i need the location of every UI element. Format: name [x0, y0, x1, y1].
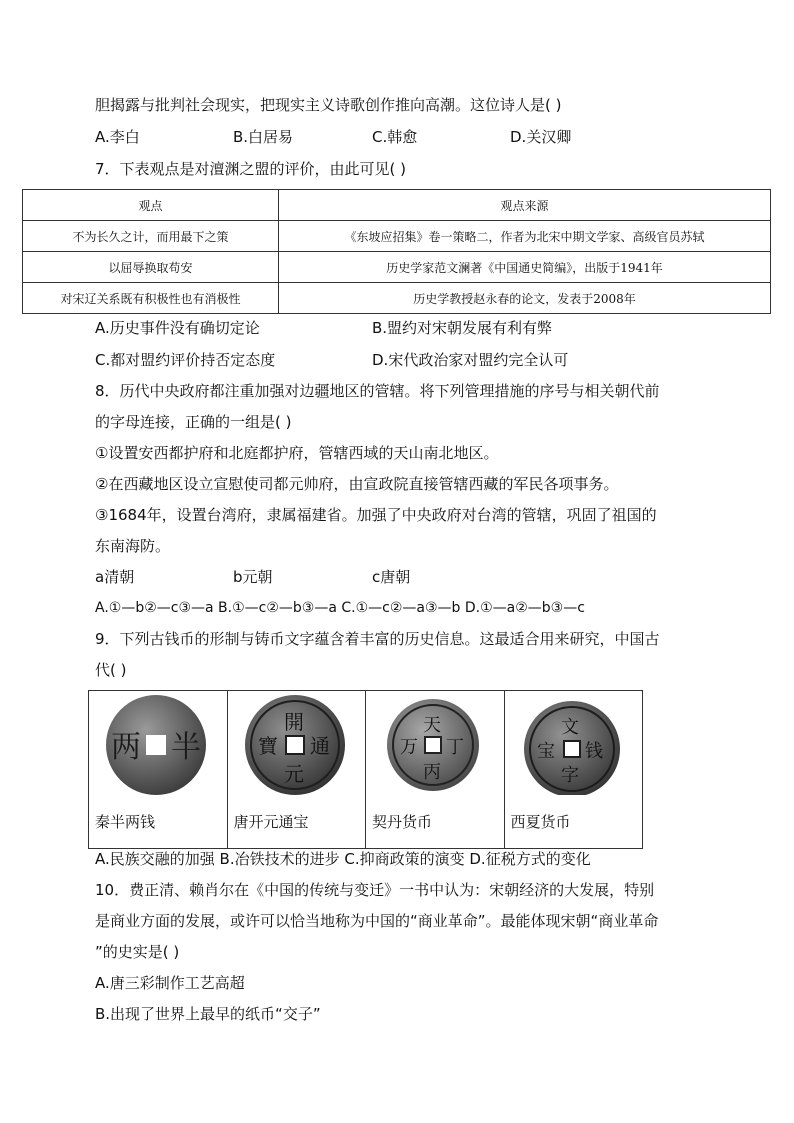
coin-cell-khitan [366, 691, 505, 848]
q8-dynasty-a: a清朝 [95, 568, 135, 586]
q6-option-b: B.白居易 [233, 128, 294, 146]
qin-banliang-coin-icon [97, 695, 215, 795]
coin-image-grid [88, 690, 643, 849]
table-cell: 历史学家范文澜著《中国通史简编》，出版于1941年 [279, 252, 771, 283]
q9-stem-line1: 9．下列古钱币的形制与铸币文字蕴含着丰富的历史信息。这最适合用来研究，中国古 [95, 630, 660, 648]
q7-option-b: B.盟约对宋朝发展有利有弊 [372, 319, 553, 337]
q8-dynasty-b: b元朝 [233, 568, 273, 586]
khitan-coin-icon [374, 695, 492, 795]
table-row [23, 283, 771, 314]
coin-glyph: 半 [171, 730, 201, 765]
coin-glyph: 開 [283, 710, 304, 734]
q8-item1: ①设置安西都护府和北庭都护府，管辖西域的天山南北地区。 [95, 444, 499, 462]
table-cell: 对宋辽关系既有积极性也有消极性 [23, 283, 279, 314]
table-cell: 《东坡应招集》卷一策略二，作者为北宋中期文学家、高级官员苏轼 [279, 221, 771, 252]
tang-kaiyuan-coin-icon [236, 695, 354, 795]
q6-option-d: D.关汉卿 [510, 128, 572, 146]
coin-glyph: 字 [560, 765, 579, 786]
q8-options: A.①—b②—c③—a B.①—c②—b③—a C.①—c②—a③—b D.①—a②—b③—c [95, 600, 585, 616]
q7-option-a: A.历史事件没有确切定论 [95, 319, 260, 337]
coin-glyph: 通 [309, 734, 330, 758]
coin-cell-xixia [505, 691, 643, 848]
table-header-row [23, 190, 771, 221]
xixia-coin-icon [513, 695, 631, 795]
coin-caption: 唐开元通宝 [233, 813, 309, 831]
q8-item3-line2: 东南海防。 [95, 537, 171, 555]
coin-glyph: 两 [111, 730, 141, 765]
coin-glyph: 丙 [423, 762, 441, 783]
table-cell: 以屈辱换取苟安 [23, 252, 279, 283]
coin-glyph: 宝 [536, 741, 555, 762]
coin-cell-qin [89, 691, 228, 848]
q8-item3-line1: ③1684年，设置台湾府，隶属福建省。加强了中央政府对台湾的管辖，巩固了祖国的 [95, 506, 657, 524]
coin-glyph: 文 [560, 717, 579, 738]
coin-caption: 西夏货币 [510, 813, 571, 831]
q8-stem-line1: 8．历代中央政府都注重加强对边疆地区的管辖。将下列管理措施的序号与相关朝代前 [95, 382, 660, 400]
q6-option-c: C.韩愈 [372, 128, 418, 146]
q8-dynasty-c: c唐朝 [372, 568, 411, 586]
coin-caption: 秦半两钱 [95, 813, 156, 831]
coin-caption: 契丹货币 [372, 813, 433, 831]
q8-stem-line2: 的字母连接，正确的一组是( ) [95, 413, 292, 431]
table-row [23, 252, 771, 283]
coin-cell-tang [228, 691, 367, 848]
table-header-viewpoint: 观点 [23, 190, 279, 221]
q10-option-b: B.出现了世界上最早的纸币“交子” [95, 1005, 321, 1023]
q7-option-d: D.宋代政治家对盟约完全认可 [372, 351, 569, 369]
q10-stem-line3: ”的史实是( ) [95, 943, 180, 961]
q7-option-c: C.都对盟约评价持否定态度 [95, 351, 276, 369]
coin-glyph: 天 [423, 715, 441, 736]
table-header-source: 观点来源 [279, 190, 771, 221]
coin-glyph: 钱 [584, 741, 603, 762]
table-row [23, 221, 771, 252]
q9-options: A.民族交融的加强 B.冶铁技术的进步 C.抑商政策的演变 D.征税方式的变化 [95, 850, 591, 868]
q7-table [22, 189, 771, 314]
q6-stem: 胆揭露与批判社会现实，把现实主义诗歌创作推向高潮。这位诗人是( ) [95, 96, 562, 114]
table-cell: 历史学教授赵永春的论文，发表于2008年 [279, 283, 771, 314]
q8-item2: ②在西藏地区设立宣慰使司都元帅府，由宣政院直接管辖西藏的军民各项事务。 [95, 475, 619, 493]
coin-glyph: 万 [400, 737, 418, 758]
q9-stem-line2: 代( ) [95, 661, 127, 679]
coin-glyph: 元 [283, 762, 304, 786]
q10-stem-line2: 是商业方面的发展，或许可以恰当地称为中国的“商业革命”。最能体现宋朝“商业革命 [95, 912, 659, 930]
coin-glyph: 寶 [257, 734, 278, 758]
coin-glyph: 丁 [446, 737, 464, 758]
q10-option-a: A.唐三彩制作工艺高超 [95, 974, 245, 992]
table-cell: 不为长久之计，而用最下之策 [23, 221, 279, 252]
q10-stem-line1: 10．费正清、赖肖尔在《中国的传统与变迁》一书中认为：宋朝经济的大发展，特别 [95, 881, 655, 899]
q7-stem: 7．下表观点是对澶渊之盟的评价，由此可见( ) [95, 160, 407, 178]
q6-option-a: A.李白 [95, 128, 140, 146]
